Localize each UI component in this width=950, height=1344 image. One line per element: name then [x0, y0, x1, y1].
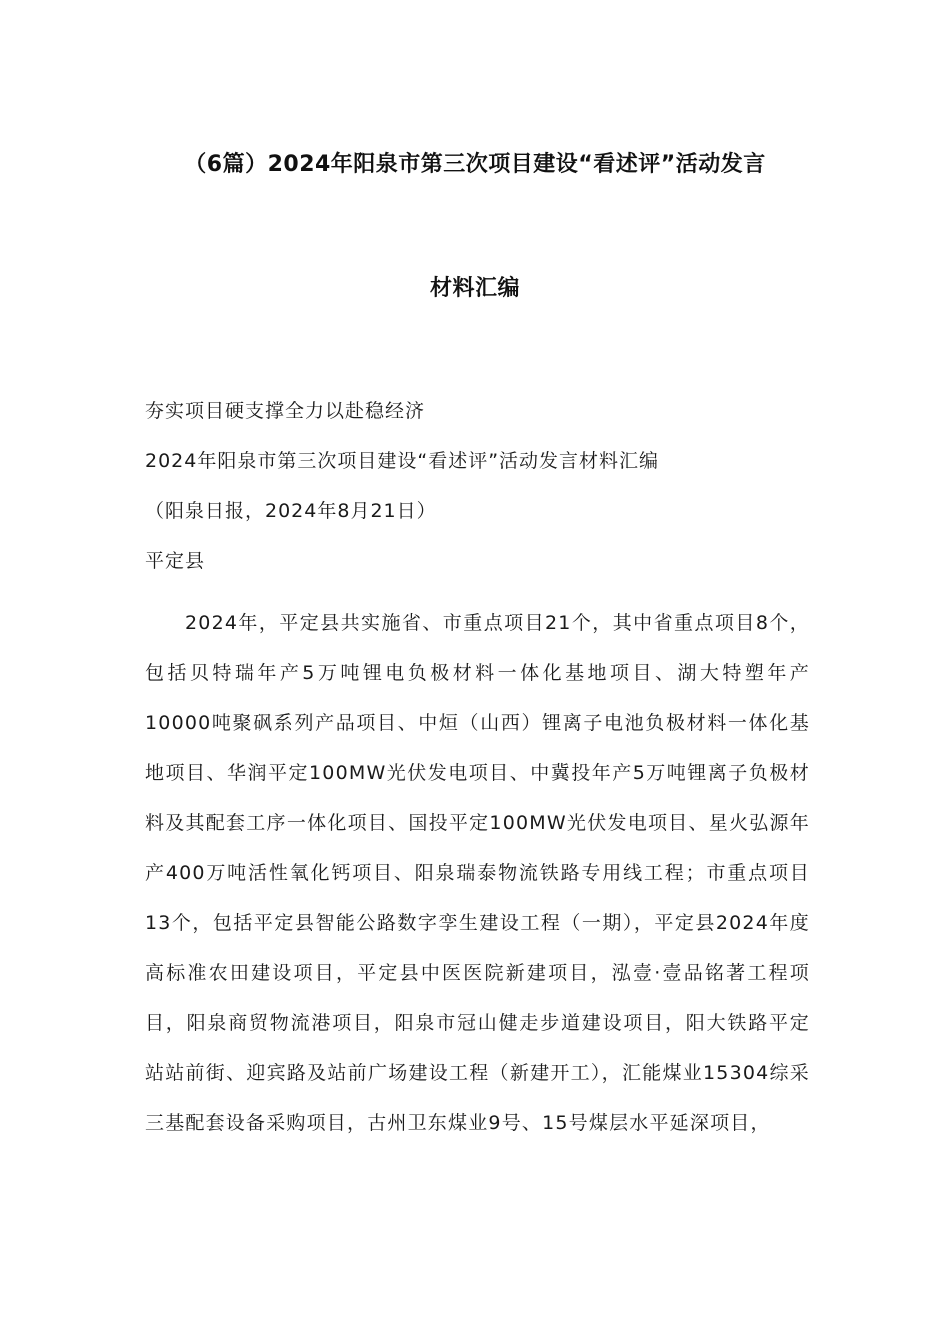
article-subtitle: 2024年阳泉市第三次项目建设“看述评”活动发言材料汇编 [145, 450, 660, 472]
document-title [120, 150, 830, 304]
title-line-2: 材料汇编 [429, 276, 520, 301]
section-heading: 平定县 [145, 550, 206, 572]
article-heading: 夯实项目硬支撑全力以赴稳经济 [145, 400, 426, 422]
body-paragraph: 2024年，平定县共实施省、市重点项目21个，其中省重点项目8个，包括贝特瑞年产5万吨锂电负极材料一体化基地项目、湖大特塑年产10000吨聚砜系列产品项目、中烜（山西）锂离子电池负极材料一体化基地项目、华润平定100MW光伏发电项目、中冀投年产5万吨锂离子负极材料及其配套工序一体化项目、国投平定100MW光伏发电项目、星火弘源年产400万吨活性氧化钙项目、阳泉瑞泰物流铁路专用线工程；市重点项目13个，包括平定县智能公路数字孪生建设工程（一期），平定县2024年度高标准农田建设项目，平定县中医医院新建项目，泓壹·壹品铭著工程项目，阳泉商贸物流港项目，阳泉市冠山健走步道建设项目，阳大铁路平定站站前街、迎宾路及站前广场建设工程（新建开工），汇能煤业15304综采三基配套设备采购项目，古州卫东煤业9号、15号煤层水平延深项目， [145, 612, 810, 1134]
title-line-1: （6篇）2024年阳泉市第三次项目建设“看述评”活动发言 [184, 152, 766, 177]
article-source: （阳泉日报，2024年8月21日） [145, 500, 437, 522]
article-meta [145, 398, 825, 598]
